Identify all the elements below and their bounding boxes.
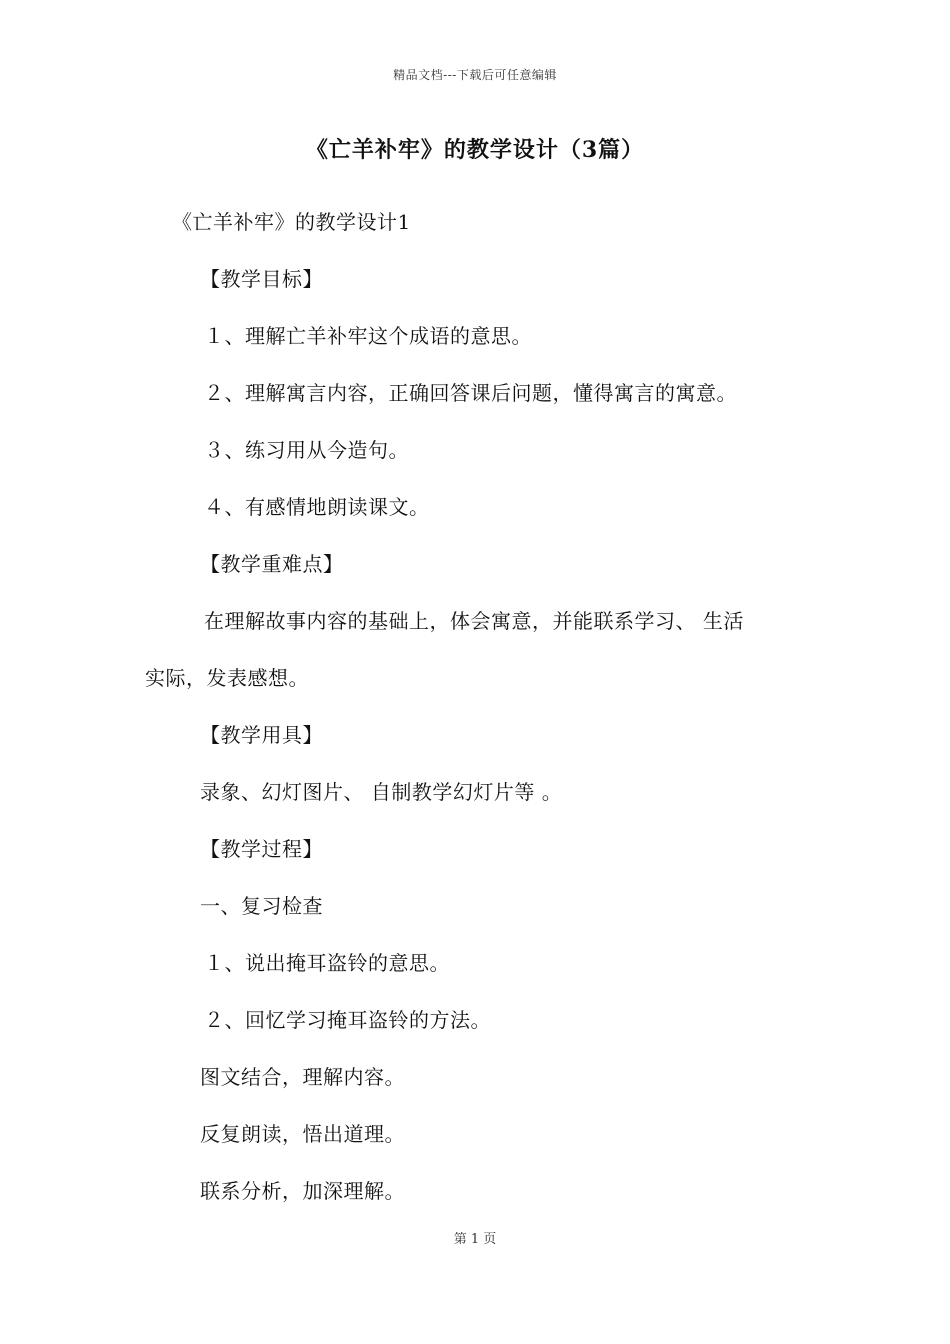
section-heading-design-1: 《亡羊补牢》的教学设计1	[172, 210, 411, 234]
key-difficulties-text-line-2: 实际，发表感想。	[145, 666, 309, 690]
goal-item-2: ２、理解寓言内容，正确回答课后问题，懂得寓言的寓意。	[204, 381, 737, 405]
heading-teaching-goals: 【教学目标】	[200, 267, 323, 291]
document-title: 《亡羊补牢》的教学设计（3篇）	[305, 137, 645, 163]
process-step-review: 一、复习检查	[200, 894, 323, 918]
goal-item-4: ４、有感情地朗读课文。	[204, 495, 430, 519]
teaching-tools-text: 录象、幻灯图片、 自制教学幻灯片等 。	[200, 780, 563, 804]
page-header-note: 精品文档---下载后可任意编辑	[393, 68, 557, 82]
heading-teaching-process: 【教学过程】	[200, 837, 323, 861]
method-item-1: 图文结合，理解内容。	[200, 1065, 405, 1089]
method-item-3: 联系分析，加深理解。	[200, 1179, 405, 1203]
review-item-2: ２、回忆学习掩耳盗铃的方法。	[204, 1008, 491, 1032]
review-item-1: １、说出掩耳盗铃的意思。	[204, 951, 450, 975]
goal-item-1: １、理解亡羊补牢这个成语的意思。	[204, 324, 532, 348]
heading-teaching-tools: 【教学用具】	[200, 723, 323, 747]
heading-key-difficulties: 【教学重难点】	[200, 552, 344, 576]
goal-item-3: ３、练习用从今造句。	[204, 438, 409, 462]
method-item-2: 反复朗读，悟出道理。	[200, 1122, 405, 1146]
key-difficulties-text-line-1: 在理解故事内容的基础上，体会寓意，并能联系学习、 生活	[204, 609, 744, 633]
page-number-footer: 第 1 页	[453, 1232, 497, 1247]
